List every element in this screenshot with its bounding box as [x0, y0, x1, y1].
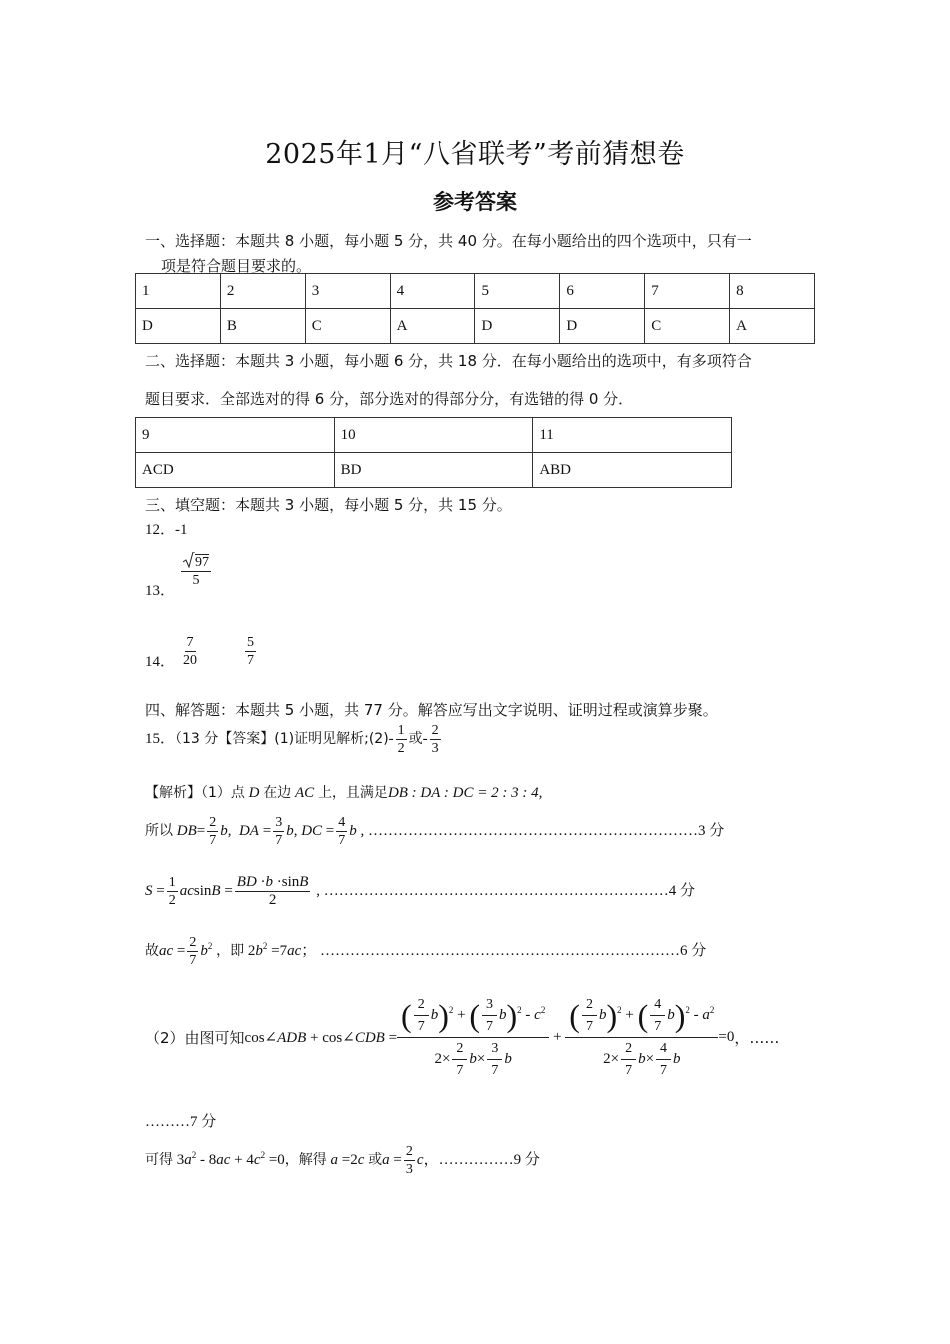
q12-answer: [145, 518, 188, 539]
table-row-answers: [136, 309, 815, 344]
section3-heading: 三、填空题：本题共 3 小题，每小题 5 分，共 15 分。: [145, 496, 512, 514]
table-cell: 9: [136, 418, 335, 453]
q14-label: 14．: [145, 654, 176, 670]
q13-numerator: 97: [181, 552, 211, 572]
q12-label: 12．: [145, 522, 176, 538]
analysis-line2: 所以 DB= $\frac{2}{7}$ b, DA = $\frac{3}{7}$ b, DC = $\frac{4}{7}$ b , …………………………………………………………3 分: [145, 815, 725, 848]
q13-fraction: [181, 552, 211, 589]
table-cell: 1: [136, 274, 221, 309]
table-row-answers: [136, 453, 732, 488]
section1-heading-line2: 项是符合题目要求的。: [161, 257, 312, 275]
table-cell: 4: [390, 274, 475, 309]
table-cell: A: [730, 309, 815, 344]
table-row-numbers: [136, 418, 732, 453]
table-cell: 8: [730, 274, 815, 309]
section1-heading-line1: 一、选择题：本题共 8 小题，每小题 5 分，共 40 分。在每小题给出的四个选项中，只有一: [145, 232, 752, 250]
table-cell: 6: [560, 274, 645, 309]
table-cell: 7: [645, 274, 730, 309]
table-cell: A: [390, 309, 475, 344]
score-3: …………………………………………………………3 分: [368, 822, 725, 839]
q14-fraction-a: $\frac{7}{20}$: [183, 635, 197, 668]
analysis-line3: S = $\frac{1}{2}$ acsinB = $\frac{BD \cdot b \cdot\sin B}{2}$ , ……………………………………………………………4 分: [145, 874, 695, 908]
page-title: 2025年1月“八省联考”考前猜想卷: [265, 139, 685, 170]
analysis-line6: 可得 $3a^2 - 8ac + 4c^2 =0$，解得 a =2c 或a = $\frac{2}{3}$ c，……………9 分: [145, 1144, 540, 1177]
table-cell: 3: [305, 274, 390, 309]
section2-heading-line1: 二、选择题：本题共 3 小题，每小题 6 分，共 18 分．在每小题给出的选项中，有多项符合: [145, 352, 752, 370]
section2-heading-line2: 题目要求．全部选对的得 6 分，部分选对的得部分分，有选错的得 0 分．: [145, 390, 634, 408]
section4-heading: 四、解答题：本题共 5 小题，共 77 分。解答应写出文字说明、证明过程或演算步聚。: [145, 701, 718, 719]
table-row-numbers: [136, 274, 815, 309]
table-cell: ABD: [533, 453, 732, 488]
score-4: ……………………………………………………………4 分: [323, 882, 695, 899]
score-7: ………7 分: [145, 1114, 217, 1130]
cosine-fraction-1: ( $\frac{2}{7}$ b)$^2$ + ( $\frac{3}{7}$ $b)^2 - c^2$ 2× $\frac{2}{7}$ b× $\frac{3}{7}$ b: [397, 996, 549, 1079]
table-cell: C: [305, 309, 390, 344]
section2-answer-table: [135, 417, 732, 488]
table-cell: BD: [334, 453, 533, 488]
cosine-fraction-2: ( $\frac{2}{7}$ b)$^2$ + ( $\frac{4}{7}$ $b)^2 - a^2$ 2× $\frac{2}{7}$ b× $\frac{4}{7}$ b: [565, 996, 718, 1079]
q13-label: 13．: [145, 583, 176, 599]
table-cell: C: [645, 309, 730, 344]
table-cell: ACD: [136, 453, 335, 488]
table-cell: D: [560, 309, 645, 344]
q14-fraction-b: $\frac{5}{7}$: [247, 635, 254, 668]
q13-denominator: 5: [192, 573, 200, 588]
table-cell: 10: [334, 418, 533, 453]
score-9: ，……………9 分: [423, 1151, 540, 1168]
sqrt-icon: [183, 552, 195, 568]
score-6: ………………………………………………………………6 分: [320, 942, 707, 959]
table-cell: 5: [475, 274, 560, 309]
table-cell: D: [475, 309, 560, 344]
table-cell: 11: [533, 418, 732, 453]
analysis-line4: 故ac = $\frac{2}{7}$ $b^2$ ，即 $2b^2 =7ac$； ………………………………………………………………6 分: [145, 935, 707, 968]
q14-answer: [145, 634, 254, 671]
table-cell: B: [220, 309, 305, 344]
analysis-line5: （2）由图可知cos∠ADB + cos∠CDB = ( $\frac{2}{7}$ b)$^2$ + ( $\frac{3}{7}$ $b)^2 - c^2$ 2× $\frac{2}{7}$ b× $\frac{3}{7}$ b + ( $\frac{2}{7}$ b)$^2$ + ( $\frac{4}{7}$ $b)^2 - a^2$ 2× $\frac{2}{7}$ b× $\frac{4}{7}$ b =0，……: [145, 997, 780, 1078]
q12-value: -1: [175, 522, 188, 538]
analysis-line1: 【解析】（1）点 D 在边 AC 上，且满足DB : DA : DC = 2 : 3 : 4,: [145, 785, 543, 801]
table-cell: D: [136, 309, 221, 344]
table-cell: 2: [220, 274, 305, 309]
section1-answer-table: [135, 273, 815, 344]
q15-answer-line: 15．（13 分【答案】(1)证明见解析;(2)- $\frac{1}{2}$ 或- $\frac{2}{3}$: [145, 723, 439, 756]
q13-answer: [145, 552, 209, 600]
page-subtitle: 参考答案: [433, 190, 517, 214]
